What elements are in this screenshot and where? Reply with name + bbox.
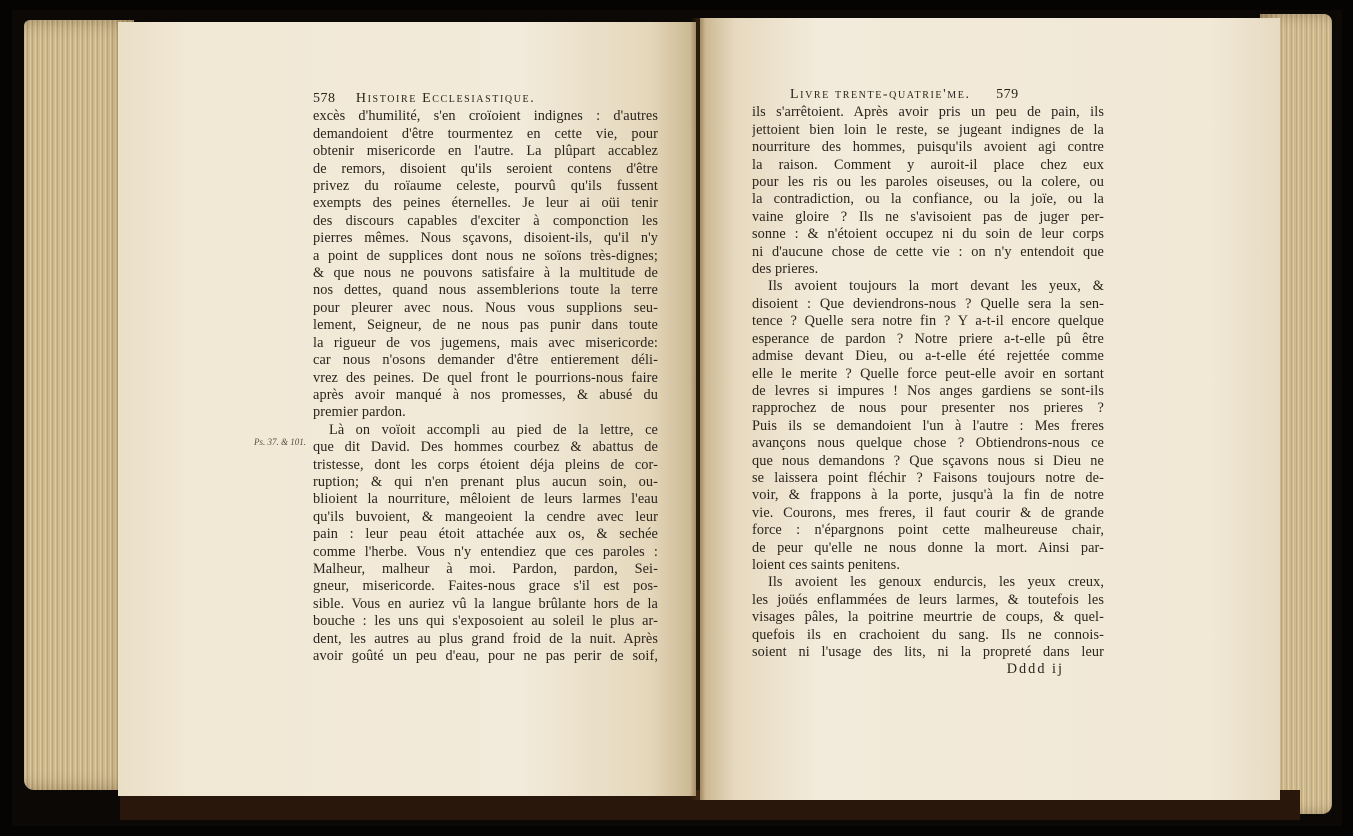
text-line: visages pâles, la poitrine meurtrie de coups, & quel- [752,609,1104,626]
text-line: rapprochez de nous pour presenter nos prieres ? [752,400,1104,417]
text-line: comme l'herbe. Vous n'y entendiez que ces paroles : [313,543,658,560]
text-line: après avoir manqué à nos promesses, & abusé du [313,386,658,403]
text-line: vie. Courons, mes freres, il faut courir & de grande [752,504,1104,521]
text-line: pain : leur peau étoit attachée aux os, & sechée [313,526,658,543]
text-line: lement, Seigneur, de ne nous pas punir dans toute [313,317,658,334]
text-line: tristesse, dont les corps étoient déja pleins de cor- [313,456,658,473]
right-body-lines [752,104,1104,661]
text-line: qu'ils buvoient, & mangeoient la cendre avec leur [313,508,658,525]
marginal-note: Ps. 37. & 101. [254,437,307,447]
text-line: vrez des peines. De quel front le pourrions-nous faire [313,369,658,386]
left-running-title: Histoire Ecclesiastique. [355,91,536,106]
text-line: ils s'arrêtoient. Après avoir pris un peu de pain, ils [752,104,1104,121]
text-line: bouche : les uns qui s'exposoient au soleil le plus ar- [313,613,658,630]
text-line: se laissera point fléchir ? Faisons toujours notre de- [752,469,1104,486]
text-line: Ils avoient les genoux endurcis, les yeux creux, [768,574,1104,591]
text-line: pierres mêmes. Nous sçavons, disoient-ils, qu'il n'y [313,230,658,247]
text-line: privez du roïaume celeste, pourvû qu'ils fussent [313,178,658,195]
text-line: admise devant Dieu, ou a-t-elle été rejettée comme [752,348,1104,365]
right-page-text [752,86,1104,679]
text-line: & que nous ne pouvons satisfaire à la multitude de [313,265,658,282]
text-line: les joüés enflammées de leurs larmes, & toutefois les [752,591,1104,608]
left-running-head [313,90,658,107]
text-line: des discours capables d'exciter à componction les [313,212,658,229]
text-line: esperance de pardon ? Notre priere a-t-elle pû être [752,330,1104,347]
text-line: ni d'aucune chose de cette vie : on n'y entendoit que [752,243,1104,260]
right-page-number: 579 [996,87,1019,102]
text-line: Là on voïoit accompli au pied de la lettre, ce [329,421,658,438]
book-gutter [690,18,706,800]
text-line: la contradiction, ou la confiance, ou la joïe, ou la [752,191,1104,208]
text-line: de levres si impures ! Nos anges gardiens se sont-ils [752,382,1104,399]
text-line: Ils avoient toujours la mort devant les yeux, & [768,278,1104,295]
text-line: blioient la nourriture, mêloient de leurs larmes l'eau [313,491,658,508]
text-line: elle le merite ? Quelle force peut-elle avoir en sortant [752,365,1104,382]
text-line: jettoient bien loin le reste, se jugeant indignes de la [752,121,1104,138]
left-body-lines [313,108,658,665]
text-line: que dit David. Des hommes courbez & abattus de [313,439,658,456]
text-line: quefois ils en crachoient du sang. Ils ne connois- [752,626,1104,643]
text-line: la rigueur de vos jugemens, mais avec misericorde: [313,334,658,351]
text-line: avoir goûté un peu d'eau, pour ne pas perir de soif, [313,648,658,664]
text-line: sonne : & n'étoient occupez ni du soin de leur corps [752,226,1104,243]
text-line: vaine gloire ? Ils ne s'avisoient pas de juger per- [752,208,1104,225]
text-line: pour les ris ou les paroles oiseuses, ou la colere, ou [752,174,1104,191]
text-line: ruption; & qui n'en prenant plus aucun soin, ou- [313,473,658,490]
left-page-text [313,90,658,665]
right-running-head [752,86,1104,103]
text-line: avançons nous quelque chose ? Obtiendrons-nous ce [752,435,1104,452]
text-line: de remors, disoient qu'ils seroient contens d'être [313,160,658,177]
text-line: Malheur, malheur à moi. Pardon, pardon, Sei- [313,560,658,577]
text-line: sible. Vous en auriez vû la langue brûlante hors de la [313,595,658,612]
text-line: des prieres. [752,261,819,278]
text-line: de peur qu'elle ne nous donne la mort. Ainsi par- [752,539,1104,556]
text-line: disoient : Que deviendrons-nous ? Quelle sera la sen- [752,295,1104,312]
text-line: pour pleurer avec nous. Nous vous supplions seu- [313,299,658,316]
text-line: tence ? Quelle sera notre fin ? Y a-t-il encore quelque [752,313,1104,330]
text-line: Puis ils se demandoient l'un à l'autre : Mes freres [752,417,1104,434]
signature-mark: Dddd ij [1006,661,1064,678]
text-line: demandoient d'être tourmentez en cette vie, pour [313,125,658,142]
text-line: la raison. Comment y auroit-il place chez eux [752,156,1104,173]
text-line: excès d'humilité, s'en croïoient indignes : d'autres [313,108,658,125]
text-line: loient ces saints penitens. [752,556,901,573]
text-line: voir, & frappons à la porte, jusqu'à la fin de notre [752,487,1104,504]
text-line: gneur, misericorde. Faites-nous grace s'il est pos- [313,578,658,595]
text-line: a point de supplices dont nous ne soïons très-dignes; [313,247,658,264]
text-line: dent, les autres au plus grand froid de la nuit. Après [313,630,658,647]
text-line: force : n'épargnons point cette malheureuse chair, [752,522,1104,539]
text-line: nos dettes, quand nous assemblerions toute la terre [313,282,658,299]
text-line: exempts des peines éternelles. Je leur ai oüi tenir [313,195,658,212]
right-running-title: Livre trente-quatrie'me. [790,87,971,102]
text-line: que nous demandons ? Que sçavons nous si Dieu ne [752,452,1104,469]
text-line: car nous n'osons demander d'être entierement déli- [313,352,658,369]
text-line: nourriture des hommes, puisqu'ils avoient agi contre [752,139,1104,156]
text-line: soient ni l'usage des lits, ni la propreté dans leur [752,644,1104,660]
text-line: obtenir misericorde en l'autre. La plûpart accablez [313,143,658,160]
left-page-number: 578 [313,91,336,106]
text-line: premier pardon. [313,404,406,421]
